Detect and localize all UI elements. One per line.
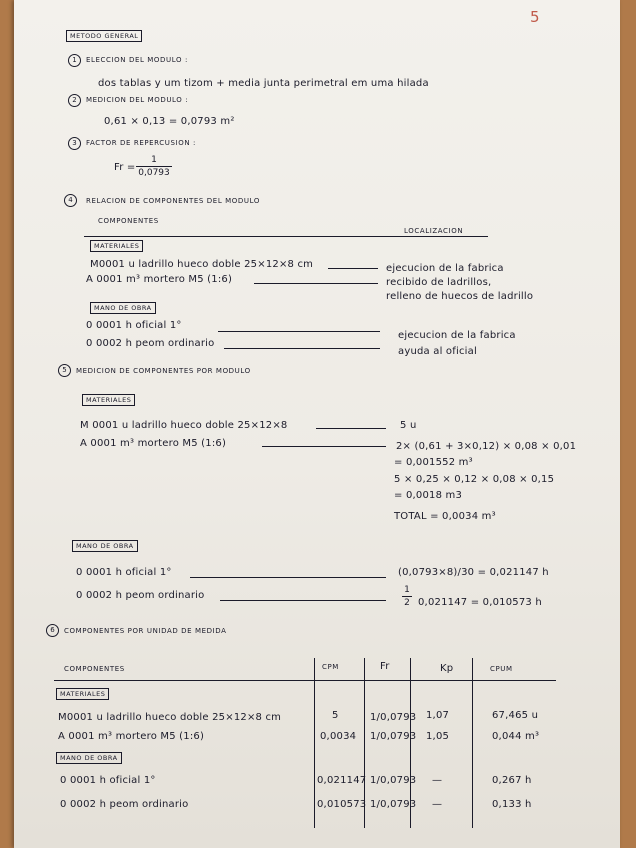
leader-line xyxy=(262,446,386,447)
leader-line xyxy=(316,428,386,429)
s5-o1-item: 0 0001 h oficial 1° xyxy=(76,567,172,578)
s6-mano2-cpm: 0,010573 xyxy=(317,799,367,810)
s4-mat-item-2: A 0001 m³ mortero M5 (1:6) xyxy=(86,274,233,285)
leader-line xyxy=(328,268,378,269)
section-3-title: FACTOR DE REPERCUSION : xyxy=(86,139,196,147)
fraction-numerator: 1 xyxy=(151,155,157,165)
section-6-number: 6 xyxy=(46,624,59,637)
s4-mano-item-1: 0 0001 h oficial 1° xyxy=(86,320,182,331)
leader-line xyxy=(220,600,386,601)
notebook-page xyxy=(14,0,620,848)
s6-materiales-label: MATERIALES xyxy=(56,688,109,700)
s6-mat1-item: M0001 u ladrillo hueco doble 25×12×8 cm xyxy=(58,712,282,723)
leader-line xyxy=(190,577,386,578)
s4-mano-item-2: 0 0002 h peom ordinario xyxy=(86,338,215,349)
s5-m2-total: TOTAL = 0,0034 m³ xyxy=(394,511,496,522)
section-4-number: 4 xyxy=(64,194,77,207)
table-col-divider xyxy=(472,658,473,828)
s4-materiales-label: MATERIALES xyxy=(90,240,143,252)
section-1-text: dos tablas y um tizom + media junta perimetral em uma hilada xyxy=(98,78,429,89)
s5-mano-label: MANO DE OBRA xyxy=(72,540,138,552)
section-5-number: 5 xyxy=(58,364,71,377)
s6-mat2-kp: 1,05 xyxy=(426,731,450,742)
col-location-label: LOCALIZACION xyxy=(404,227,464,235)
s5-m2-line-1: 2× (0,61 + 3×0,12) × 0,08 × 0,01 xyxy=(396,441,577,452)
table-header-kp: Kp xyxy=(440,663,454,674)
s6-mano1-kp: — xyxy=(432,775,443,786)
section-2-formula: 0,61 × 0,13 = 0,0793 m² xyxy=(104,116,235,127)
leader-line xyxy=(218,331,380,332)
s4-mat-loc-1: ejecucion de la fabrica xyxy=(386,263,504,274)
section-4-title: RELACION DE COMPONENTES DEL MODULO xyxy=(86,197,260,205)
section-1-number: 1 xyxy=(68,54,81,67)
s4-mano-label: MANO DE OBRA xyxy=(90,302,156,314)
leader-line xyxy=(254,283,378,284)
s5-m2-line-4: = 0,0018 m3 xyxy=(394,490,463,501)
s4-mat-loc-2: recibido de ladrillos, xyxy=(386,277,492,288)
section-2-number: 2 xyxy=(68,94,81,107)
section-6-title: COMPONENTES POR UNIDAD DE MEDIDA xyxy=(64,627,227,635)
s6-mano2-kp: — xyxy=(432,799,443,810)
fraction-denominator: 0,0793 xyxy=(138,168,170,178)
s6-mano-label: MANO DE OBRA xyxy=(56,752,122,764)
s4-mano-loc-2: ayuda al oficial xyxy=(398,346,477,357)
s6-mano1-cpum: 0,267 h xyxy=(492,775,532,786)
s6-mat2-item: A 0001 m³ mortero M5 (1:6) xyxy=(58,731,205,742)
table-header-rule xyxy=(54,680,556,681)
col-components-label: COMPONENTES xyxy=(98,217,159,225)
s6-mano2-item: 0 0002 h peom ordinario xyxy=(60,799,189,810)
page-number: 5 xyxy=(530,8,540,26)
table-header-cpm: CPM xyxy=(322,663,339,671)
s4-mat-loc-3: relleno de huecos de ladrillo xyxy=(386,291,534,302)
s6-mat2-fr: 1/0,0793 xyxy=(370,731,417,742)
leader-line xyxy=(224,348,380,349)
s5-o2-fraction xyxy=(402,585,412,608)
header-label: METODO GENERAL xyxy=(66,30,142,42)
section-1-title: ELECCION DEL MODULO : xyxy=(86,56,188,64)
section-3-number: 3 xyxy=(68,137,81,150)
s4-mat-item-1: M0001 u ladrillo hueco doble 25×12×8 cm xyxy=(90,259,314,270)
s5-o2-item: 0 0002 h peom ordinario xyxy=(76,590,205,601)
s5-o2-value: 0,021147 = 0,010573 h xyxy=(418,597,542,608)
s6-mat1-cpm: 5 xyxy=(332,710,339,721)
s6-mat1-kp: 1,07 xyxy=(426,710,450,721)
s5-m1-item: M 0001 u ladrillo hueco doble 25×12×8 xyxy=(80,420,288,431)
s5-m2-line-2: = 0,001552 m³ xyxy=(394,457,473,468)
s6-mano1-cpm: 0,021147 xyxy=(317,775,367,786)
s5-m2-line-3: 5 × 0,25 × 0,12 × 0,08 × 0,15 xyxy=(394,474,555,485)
s4-mano-loc-1: ejecucion de la fabrica xyxy=(398,330,516,341)
table-col-divider xyxy=(314,658,315,828)
fraction-denominator: 2 xyxy=(404,598,410,608)
table-header-components: COMPONENTES xyxy=(64,665,125,673)
s6-mat2-cpm: 0,0034 xyxy=(320,731,357,742)
s6-mat1-fr: 1/0,0793 xyxy=(370,712,417,723)
s6-mano1-fr: 1/0,0793 xyxy=(370,775,417,786)
s6-mat2-cpum: 0,044 m³ xyxy=(492,731,540,742)
section-5-title: MEDICION DE COMPONENTES POR MODULO xyxy=(76,367,251,375)
s5-m1-value: 5 u xyxy=(400,420,417,431)
s5-o1-value: (0,0793×8)/30 = 0,021147 h xyxy=(398,567,549,578)
table-header-fr: Fr xyxy=(380,661,390,672)
s5-m2-item: A 0001 m³ mortero M5 (1:6) xyxy=(80,438,227,449)
section-3-lhs: Fr = xyxy=(114,162,136,173)
s6-mano1-item: 0 0001 h oficial 1° xyxy=(60,775,156,786)
fraction-bar xyxy=(136,166,172,167)
s6-mat1-cpum: 67,465 u xyxy=(492,710,539,721)
s6-mano2-cpum: 0,133 h xyxy=(492,799,532,810)
s6-mano2-fr: 1/0,0793 xyxy=(370,799,417,810)
table-header-cpum: CPUM xyxy=(490,665,513,673)
fraction-numerator: 1 xyxy=(404,585,410,595)
section-3-fraction xyxy=(136,155,172,178)
section-2-title: MEDICION DEL MODULO : xyxy=(86,96,189,104)
fraction-bar xyxy=(402,596,412,597)
s5-materiales-label: MATERIALES xyxy=(82,394,135,406)
header-rule xyxy=(84,236,488,237)
